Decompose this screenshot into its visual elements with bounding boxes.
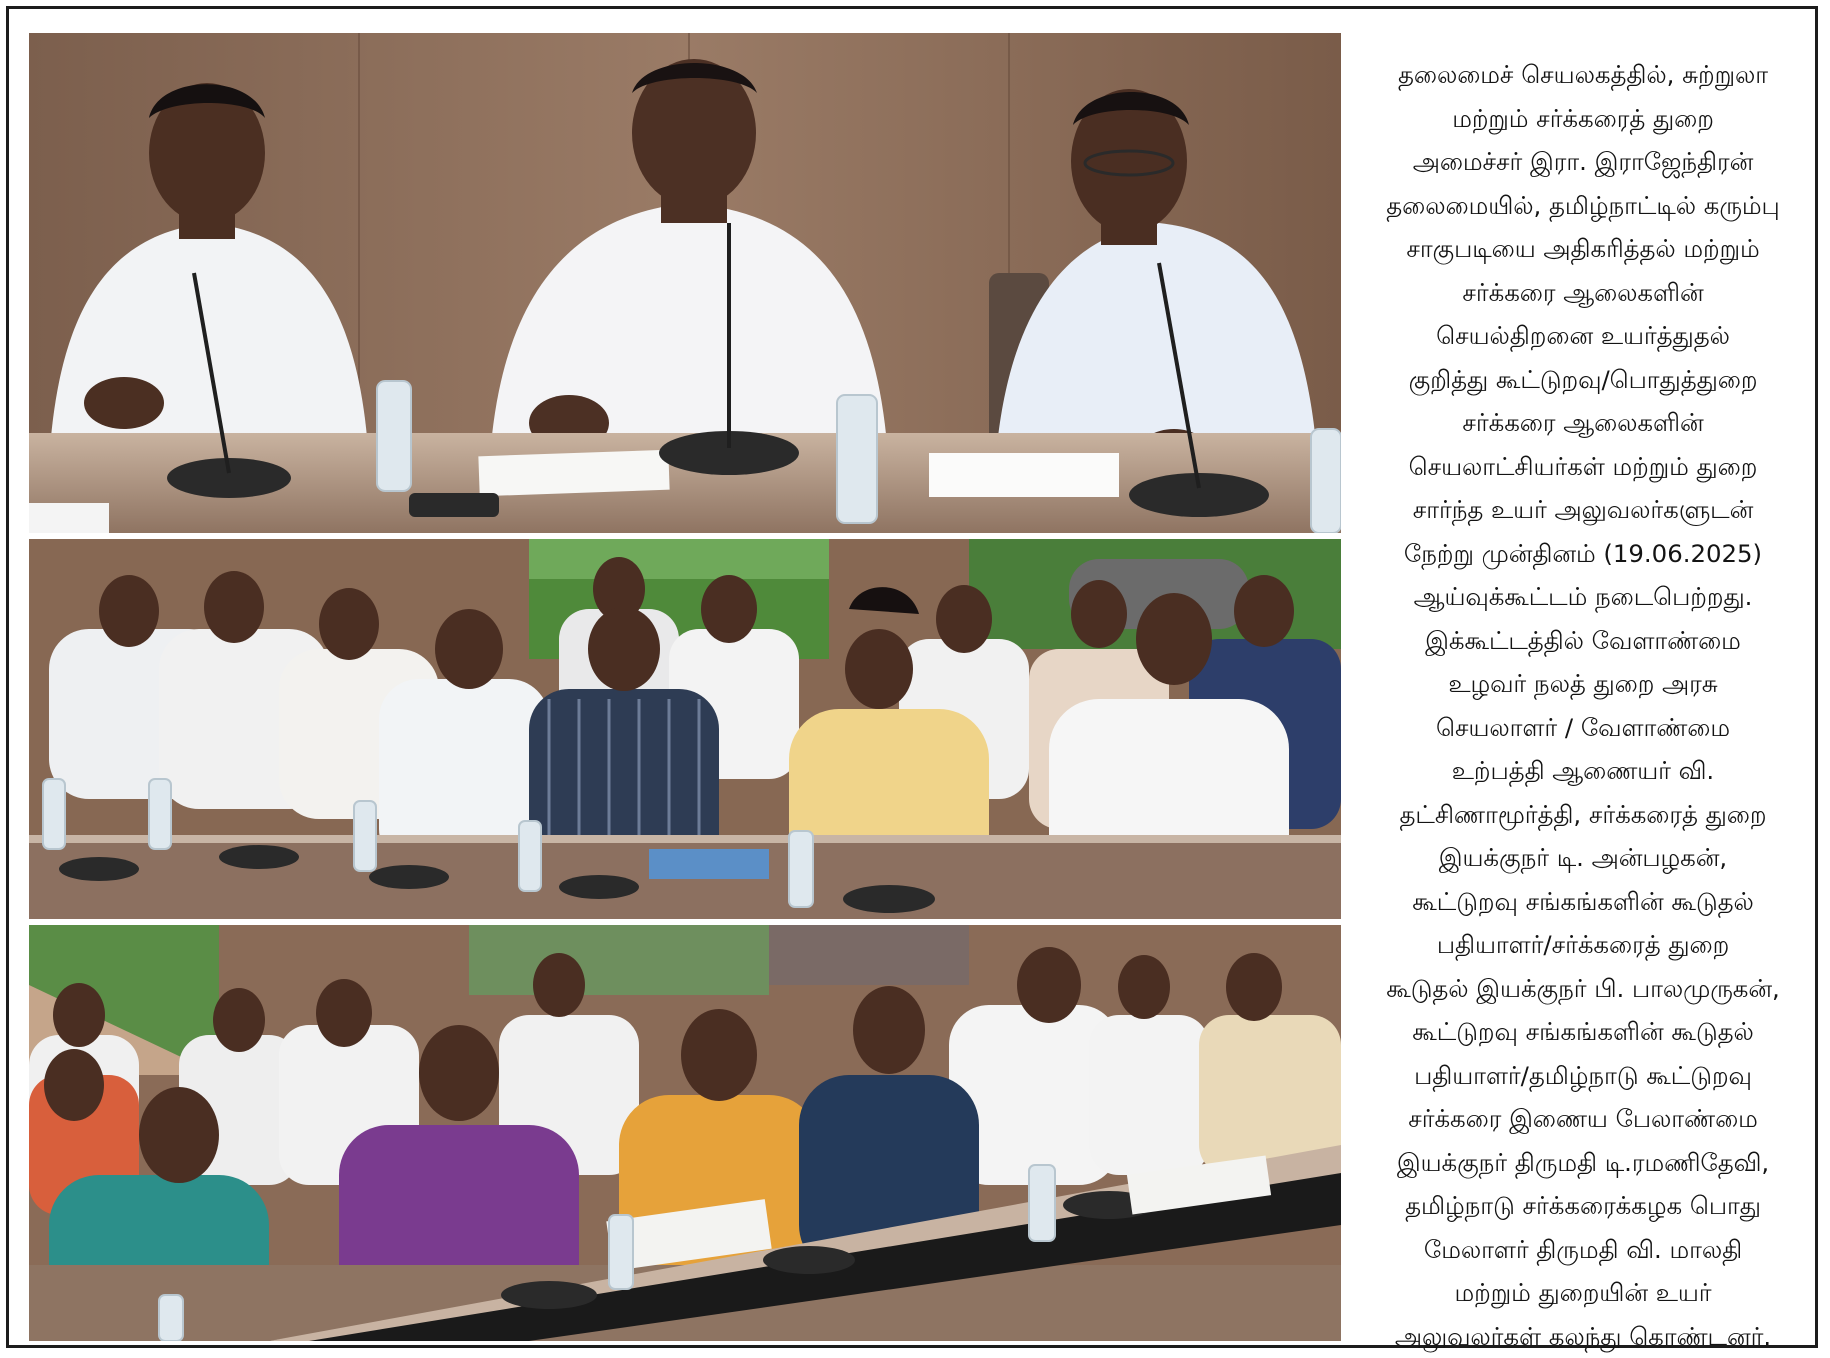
article-line: செயல்திறனை உயர்த்துதல் xyxy=(1436,321,1730,350)
photo-minister-meeting-image xyxy=(29,33,1341,533)
article-line: பதியாளர்/சர்க்கரைத் துறை xyxy=(1436,930,1730,959)
article-line: இக்கூட்டத்தில் வேளாண்மை xyxy=(1425,625,1741,655)
article-line: சர்க்கரை ஆலைகளின் xyxy=(1462,277,1704,307)
article-line: கூடுதல் இயக்குநர் பி. பாலமுருகன், xyxy=(1386,973,1780,1003)
article-line: உற்பத்தி ஆணையர் வி. xyxy=(1451,756,1715,785)
article-line: சாகுபடியை அதிகரித்தல் மற்றும் xyxy=(1406,234,1760,263)
article-line: அலுவலர்கள் கலந்து கொண்டனர். xyxy=(1394,1321,1772,1351)
article-line: தலைமையில், தமிழ்நாட்டில் கரும்பு xyxy=(1386,190,1780,220)
article-line: சர்க்கரை இணைய பேலாண்மை xyxy=(1408,1104,1758,1133)
article-line: மேலாளர் திருமதி வி. மாலதி xyxy=(1423,1234,1743,1264)
article-line: சார்ந்த உயர் அலுவலர்களுடன் xyxy=(1412,495,1754,524)
article-line: குறித்து கூட்டுறவு/பொதுத்துறை xyxy=(1408,364,1758,394)
photo-participants-image xyxy=(29,925,1341,1341)
photo-collage xyxy=(29,33,1341,1341)
photo-minister-meeting xyxy=(29,33,1341,533)
article-line: செயலாளர் / வேளாண்மை xyxy=(1435,712,1731,742)
photo-participants xyxy=(29,925,1341,1341)
article-line: மற்றும் துறையின் உயர் xyxy=(1454,1278,1712,1307)
photo-officials-row xyxy=(29,539,1341,919)
article-line: நேற்று முன்தினம் (19.06.2025) xyxy=(1403,538,1763,568)
article-line: உழவர் நலத் துறை அரசு xyxy=(1448,669,1718,698)
news-clipping xyxy=(6,6,1818,1351)
article-line: சர்க்கரை ஆலைகளின் xyxy=(1462,408,1704,437)
photo-officials-row-image xyxy=(29,539,1341,919)
article-line: தட்சிணாமூர்த்தி, சர்க்கரைத் துறை xyxy=(1399,799,1767,829)
article-line: தமிழ்நாடு சர்க்கரைக்கழக பொது xyxy=(1405,1191,1761,1220)
article-line: இயக்குநர் டி. அன்பழகன், xyxy=(1438,843,1728,872)
article-line: இயக்குநர் திருமதி டி.ரமணிதேவி, xyxy=(1396,1147,1770,1177)
article-line: ஆய்வுக்கூட்டம் நடைபெற்றது. xyxy=(1413,582,1753,611)
article-line: கூட்டுறவு சங்கங்களின் கூடுதல் xyxy=(1412,886,1754,916)
article-line: அமைச்சர் இரா. இராஜேந்திரன் xyxy=(1412,147,1754,176)
article-line: செயலாட்சியர்கள் மற்றும் துறை xyxy=(1408,451,1758,481)
article-line: மற்றும் சர்க்கரைத் துறை xyxy=(1452,103,1714,133)
article-line: பதியாளர்/தமிழ்நாடு கூட்டுறவு xyxy=(1414,1060,1752,1090)
article-line: கூட்டுறவு சங்கங்களின் கூடுதல் xyxy=(1412,1017,1754,1046)
article-text xyxy=(1351,53,1815,1358)
article-line: தலைமைச் செயலகத்தில், சுற்றுலா xyxy=(1398,60,1768,89)
